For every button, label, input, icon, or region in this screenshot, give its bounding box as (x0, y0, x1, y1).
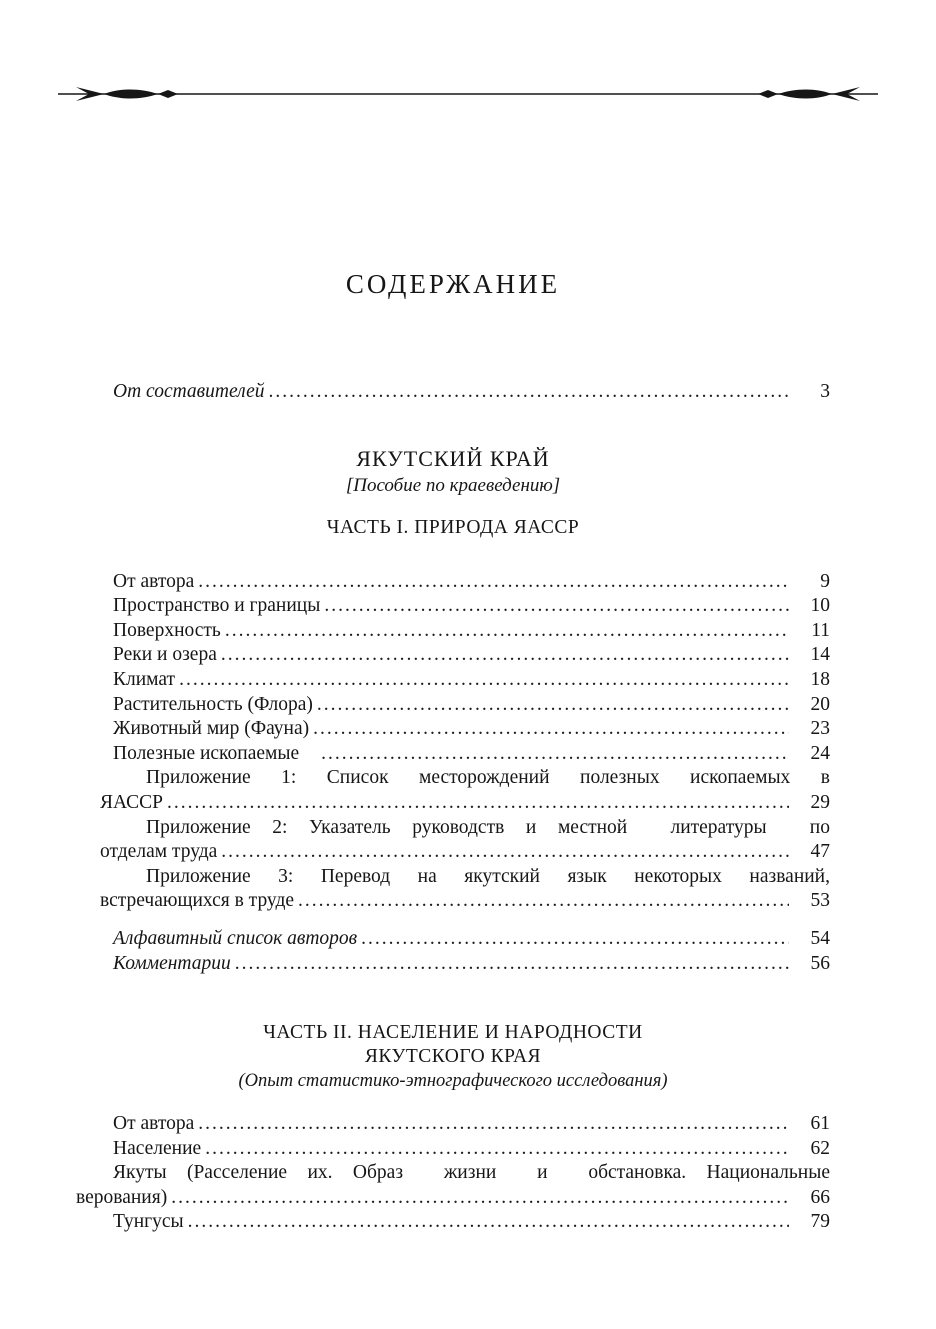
toc-entry-line (76, 816, 830, 841)
toc-entry-line (76, 1210, 830, 1235)
dotted-leader (269, 380, 789, 405)
dotted-leader (188, 1210, 789, 1235)
toc-entry-line (76, 1137, 830, 1162)
toc-entry-line (76, 1112, 830, 1137)
toc-page-number: 9 (820, 570, 830, 592)
toc-entry-text: Алфавитный список авторов (113, 927, 358, 949)
front-matter-entries (76, 380, 830, 405)
dotted-leader (167, 791, 789, 816)
toc-entry-line (76, 570, 830, 595)
toc-entry (76, 594, 830, 619)
toc-page-number: 53 (810, 890, 830, 912)
toc-entry (76, 1112, 830, 1137)
toc-entry-text: Пространство и границы (113, 595, 321, 617)
toc-entry-line (76, 619, 830, 644)
toc-entry-text: От составителей (113, 381, 265, 402)
toc-entry (76, 927, 830, 952)
dotted-leader (324, 594, 789, 619)
part1-heading: ЧАСТЬ I. ПРИРОДА ЯАССР (326, 516, 580, 538)
part2-heading (76, 1021, 830, 1069)
toc-page-number: 29 (810, 791, 830, 813)
part1-entries (76, 570, 830, 914)
toc-entry (76, 766, 830, 815)
dotted-leader (321, 742, 789, 767)
toc-page-number: 24 (810, 742, 830, 764)
toc-entry-line (76, 1161, 830, 1186)
toc-page-number: 54 (810, 927, 830, 949)
part2-heading-line1: ЧАСТЬ II. НАСЕЛЕНИЕ И НАРОДНОСТИ (263, 1022, 643, 1044)
dotted-leader (298, 889, 789, 914)
toc-entry-line (76, 380, 830, 405)
dotted-leader (221, 643, 789, 668)
ornamental-rule (58, 84, 878, 104)
toc-entry-line (76, 1186, 830, 1211)
toc-entry-line (76, 865, 830, 890)
toc-entry (76, 1137, 830, 1162)
toc-entry-text: Животный мир (Фауна) (113, 718, 310, 740)
toc-page-number: 14 (810, 644, 830, 666)
toc-entry-text: От автора (113, 570, 195, 592)
toc-entry (76, 816, 830, 865)
toc-entry-line (76, 668, 830, 693)
toc-entry-text: Приложение 3: Перевод на якутский язык некоторых названий, (146, 865, 830, 887)
toc-page-number: 18 (810, 668, 830, 690)
toc-entry-text: Растительность (Флора) (113, 693, 313, 715)
toc-entry (76, 668, 830, 693)
toc-page-number: 20 (810, 693, 830, 715)
toc-entry-line (76, 927, 830, 952)
toc-entry-text: Реки и озера (113, 644, 217, 666)
toc-entry (76, 693, 830, 718)
part2-subtitle: (Опыт статистико-этнографического исследования) (238, 1071, 668, 1092)
dotted-leader (198, 570, 789, 595)
toc-entry-line (76, 766, 830, 791)
toc-entry-line (76, 594, 830, 619)
toc-entry (76, 619, 830, 644)
toc-entry (76, 1210, 830, 1235)
part2-heading-line2: ЯКУТСКОГО КРАЯ (364, 1046, 542, 1068)
toc-page-number: 3 (820, 381, 830, 402)
toc-entry-text: Приложение 2: Указатель руководств и местной литературы по (146, 816, 830, 838)
toc-entry-text: верования) (76, 1186, 168, 1208)
dotted-leader (221, 840, 789, 865)
toc-entry-line (76, 742, 830, 767)
toc-entry-text: Поверхность (113, 619, 221, 641)
toc-page-number: 61 (810, 1113, 830, 1135)
arrow-ornament-divider-icon (58, 84, 878, 104)
dotted-leader (225, 619, 789, 644)
toc-entry-text: Якуты (Расселение их. Образ жизни и обстановка. Национальные (113, 1162, 830, 1184)
dotted-leader (361, 927, 789, 952)
toc-entry-line (76, 693, 830, 718)
toc-entry-line (76, 952, 830, 977)
toc-entry (76, 865, 830, 914)
dotted-leader (171, 1186, 789, 1211)
toc-entry (76, 742, 830, 767)
toc-page-number: 11 (811, 619, 830, 641)
toc-entry-text: Тунгусы (113, 1211, 184, 1233)
dotted-leader (198, 1112, 789, 1137)
toc-entry (76, 380, 830, 405)
toc-page-number: 23 (810, 718, 830, 740)
toc-entry-text: встречающихся в труде (100, 890, 295, 912)
dotted-leader (179, 668, 789, 693)
toc-page-number: 10 (810, 595, 830, 617)
toc-entry (76, 643, 830, 668)
toc-entry (76, 1161, 830, 1210)
toc-entry-text: Комментарии (113, 952, 231, 974)
toc-entry-text: Приложение 1: Список месторождений полезных ископаемых в (146, 767, 830, 789)
toc-entry-line (76, 791, 830, 816)
toc-entry-text: От автора (113, 1113, 195, 1135)
toc-page-number: 66 (810, 1186, 830, 1208)
toc-entry-line (76, 643, 830, 668)
part2-entries (76, 1112, 830, 1235)
toc-entry-text: Полезные ископаемые (113, 742, 300, 764)
dotted-leader (317, 693, 789, 718)
toc-entry-text: Население (113, 1137, 202, 1159)
toc-entry (76, 717, 830, 742)
toc-entry-line (76, 717, 830, 742)
toc-entry-line (76, 840, 830, 865)
part1-back-matter-entries (76, 927, 830, 976)
toc-page-number: 79 (810, 1211, 830, 1233)
dotted-leader (205, 1137, 789, 1162)
toc-entry-text: Климат (113, 668, 176, 690)
dotted-leader (235, 952, 789, 977)
toc-entry (76, 570, 830, 595)
book-subtitle: [Пособие по краеведению] (345, 474, 561, 496)
toc-entry (76, 952, 830, 977)
toc-page-number: 62 (810, 1137, 830, 1159)
toc-page-number: 56 (810, 952, 830, 974)
toc-page-number: 47 (810, 841, 830, 863)
dotted-leader (313, 717, 789, 742)
page-title: СОДЕРЖАНИЕ (345, 269, 561, 299)
toc-entry-text: отделам труда (100, 841, 218, 863)
book-title: ЯКУТСКИЙ КРАЙ (356, 445, 550, 471)
toc-entry-line (76, 889, 830, 914)
text-block (76, 268, 830, 1235)
toc-entry-text: ЯАССР (100, 791, 163, 813)
